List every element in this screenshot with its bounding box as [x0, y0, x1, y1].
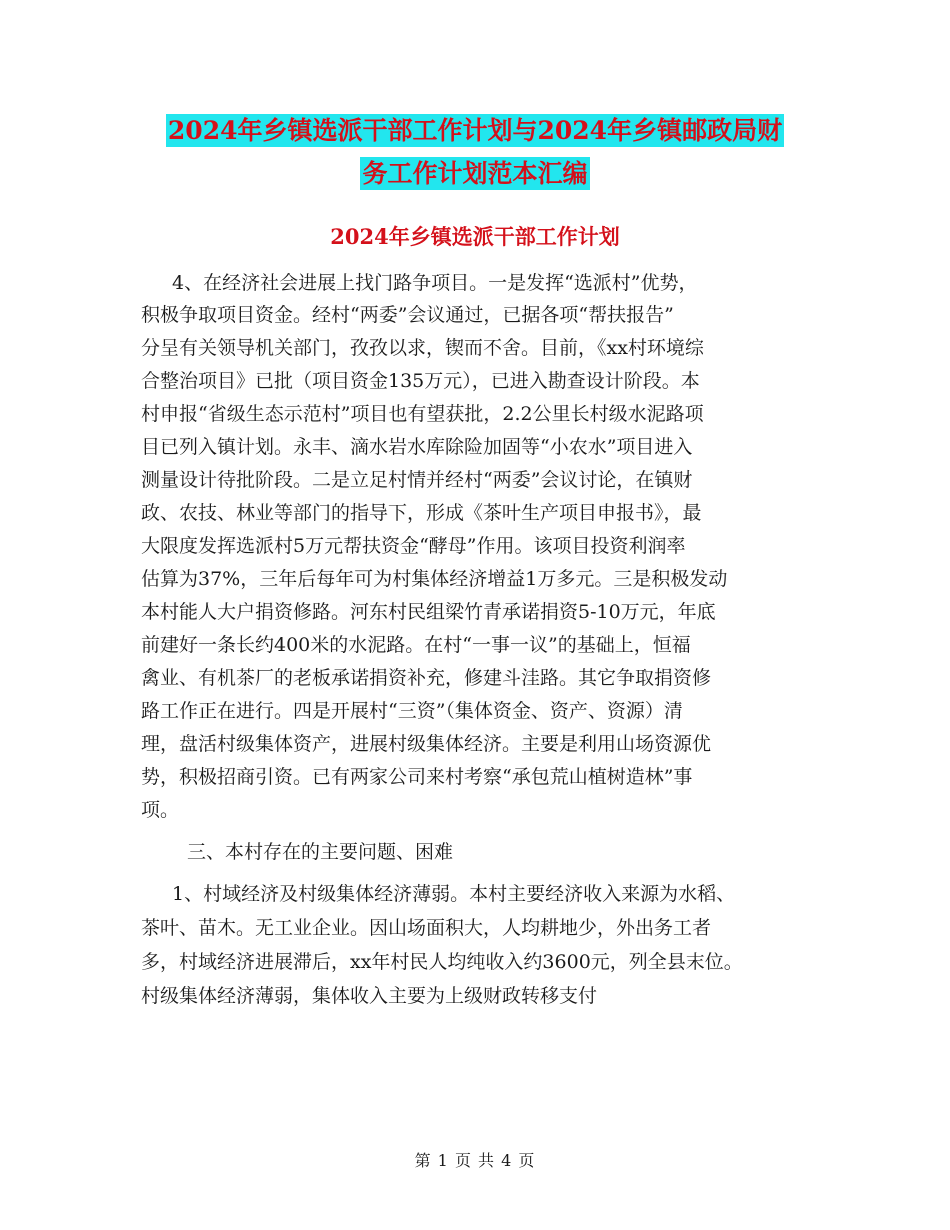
body-line: 茶叶、苗木。无工业企业。因山场面积大，人均耕地少，外出务工者 — [141, 917, 712, 939]
document-title-line-1: 2024年乡镇选派干部工作计划与2024年乡镇邮政局财 — [167, 116, 783, 145]
body-line: 目已列入镇计划。永丰、滴水岩水库除险加固等“小农水”项目进入 — [141, 436, 693, 458]
body-line: 测量设计待批阶段。二是立足村情并经村“两委”会议讨论，在镇财 — [141, 469, 693, 491]
subsection-heading: 三、本村存在的主要问题、困难 — [187, 841, 454, 863]
body-line: 合整治项目》已批（项目资金135万元），已进入勘查设计阶段。本 — [141, 370, 700, 392]
body-line: 大限度发挥选派村5万元帮扶资金“酵母”作用。该项目投资利润率 — [141, 535, 686, 557]
page-footer: 第 1 页 共 4 页 — [414, 1151, 536, 1170]
body-line: 4、在经济社会进展上找门路争项目。一是发挥“选派村”优势， — [172, 272, 698, 294]
body-line: 1、村域经济及村级集体经济薄弱。本村主要经济收入来源为水稻、 — [172, 883, 736, 905]
document-title-line-2: 务工作计划范本汇编 — [362, 159, 588, 188]
body-line: 多，村域经济进展滞后，xx年村民人均纯收入约3600元，列全县末位。 — [141, 951, 743, 973]
body-line: 理，盘活村级集体资产，进展村级集体经济。主要是利用山场资源优 — [141, 733, 712, 755]
body-line: 禽业、有机茶厂的老板承诺捐资补充，修建斗洼路。其它争取捐资修 — [141, 667, 712, 689]
body-line: 政、农技、林业等部门的指导下，形成《茶叶生产项目申报书》，最 — [141, 502, 702, 524]
section-title: 2024年乡镇选派干部工作计划 — [330, 224, 620, 249]
body-line: 村级集体经济薄弱，集体收入主要为上级财政转移支付 — [141, 985, 598, 1007]
body-line: 估算为37%，三年后每年可为村集体经济增益1万多元。三是积极发动 — [141, 568, 728, 590]
body-line: 路工作正在进行。四是开展村“三资”（集体资金、资产、资源）清 — [141, 700, 683, 722]
body-line: 村申报“省级生态示范村”项目也有望获批，2.2公里长村级水泥路项 — [141, 403, 704, 425]
body-line: 本村能人大户捐资修路。河东村民组梁竹青承诺捐资5-10万元，年底 — [141, 601, 716, 623]
body-line: 项。 — [141, 799, 180, 821]
body-line: 积极争取项目资金。经村“两委”会议通过，已据各项“帮扶报告” — [141, 304, 674, 326]
body-line: 势，积极招商引资。已有两家公司来村考察“承包荒山植树造林”事 — [141, 766, 693, 788]
body-line: 分呈有关领导机关部门，孜孜以求，锲而不舍。目前，《xx村环境综 — [141, 337, 704, 359]
body-line: 前建好一条长约400米的水泥路。在村“一事一议”的基础上，恒福 — [141, 634, 691, 656]
